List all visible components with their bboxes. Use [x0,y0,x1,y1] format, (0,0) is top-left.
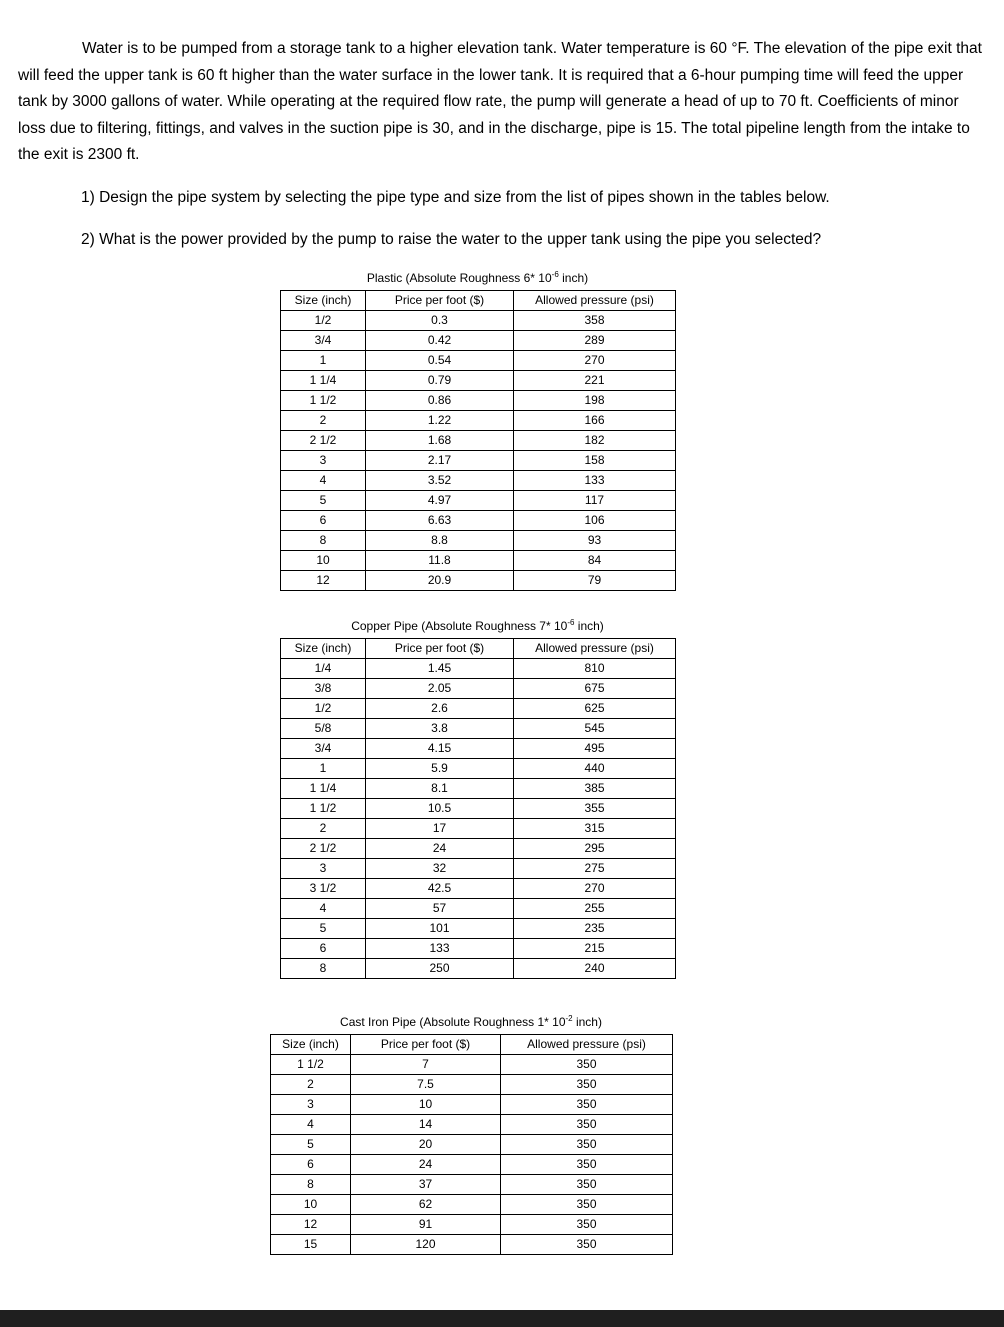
roughness-exponent: -2 [565,1013,573,1023]
table-cell: 158 [514,450,676,470]
table-row [271,1054,673,1074]
table-cell: 106 [514,510,676,530]
table-cell: 24 [351,1154,501,1174]
table-title-suffix: inch) [574,618,604,633]
table-row [281,798,676,818]
table-cell: 4 [281,898,366,918]
table-row [281,510,676,530]
column-header: Allowed pressure (psi) [514,290,676,310]
table-cell: 8.8 [366,530,514,550]
table-row [281,658,676,678]
table-cell: 12 [281,570,366,590]
table-cell: 2 [281,818,366,838]
table-cell: 24 [366,838,514,858]
table-cell: 8 [281,958,366,978]
table-cell: 0.42 [366,330,514,350]
table-cell: 4.15 [366,738,514,758]
table-row [281,330,676,350]
table-row [281,698,676,718]
table-cell: 2 [271,1074,351,1094]
table-cell: 545 [514,718,676,738]
taskbar-edge [0,1310,1004,1327]
column-header: Allowed pressure (psi) [501,1034,673,1054]
table-cell: 440 [514,758,676,778]
header-row [281,290,676,310]
table-cell: 4 [271,1114,351,1134]
table-cell: 1 [281,350,366,370]
table-row [271,1154,673,1174]
table-cell: 215 [514,938,676,958]
table-cell: 3.8 [366,718,514,738]
table-cell: 0.54 [366,350,514,370]
problem-statement: Water is to be pumped from a storage tank to a higher elevation tank. Water temperature is 60 °F. The elevation of the pipe exit that will feed the upper tank is 60 ft higher than the water surface in the lower tank. It is required that a 6-hour pumping time will feed the upper tank by 3000 gallons of water. While operating at the required flow rate, the pump will generate a head of up to 70 ft. Coefficients of minor loss due to filtering, fittings, and valves in the suction pipe is 30, and in the discharge, pipe is 15. The total pipeline length from the intake to the exit is 2300 ft. [18,40,982,163]
table-cell: 1 [281,758,366,778]
table-row [271,1174,673,1194]
table-row [281,898,676,918]
table-cell: 1 1/2 [271,1054,351,1074]
table-cell: 350 [501,1194,673,1214]
table-row [281,310,676,330]
table-cell: 2.6 [366,698,514,718]
table-cell: 235 [514,918,676,938]
table-cell: 7.5 [351,1074,501,1094]
table-cell: 3 [281,858,366,878]
table-row [281,678,676,698]
column-header: Size (inch) [281,290,366,310]
table-cell: 20 [351,1134,501,1154]
table-cell: 120 [351,1234,501,1254]
table-cell: 91 [351,1214,501,1234]
table-cell: 3.52 [366,470,514,490]
table-row [281,858,676,878]
table-cell: 37 [351,1174,501,1194]
table-cell: 350 [501,1174,673,1194]
header-row [271,1034,673,1054]
table-cell: 1.45 [366,658,514,678]
table-cell: 8 [271,1174,351,1194]
table-cell: 42.5 [366,878,514,898]
table-cell: 1/2 [281,310,366,330]
table-row [281,718,676,738]
table-cell: 3 [281,450,366,470]
table-cell: 5.9 [366,758,514,778]
table-cell: 255 [514,898,676,918]
table-row [281,370,676,390]
table-cell: 10 [271,1194,351,1214]
column-header: Price per foot ($) [366,638,514,658]
table-cell: 270 [514,350,676,370]
table-cell: 62 [351,1194,501,1214]
table-cell: 350 [501,1234,673,1254]
table-cell: 2 [281,410,366,430]
table-cell: 2.17 [366,450,514,470]
table-cell: 350 [501,1094,673,1114]
table-cell: 350 [501,1114,673,1134]
table-cell: 3/8 [281,678,366,698]
table-row [281,410,676,430]
table-cell: 0.79 [366,370,514,390]
question-1: 1) Design the pipe system by selecting the pipe type and size from the list of pipes shown in the tables below. [81,188,830,206]
table-cell: 79 [514,570,676,590]
table-cell: 93 [514,530,676,550]
table-cell: 495 [514,738,676,758]
table-row [281,938,676,958]
table-cell: 166 [514,410,676,430]
table-row [281,570,676,590]
table-title-text: Cast Iron Pipe (Absolute Roughness 1* 10 [340,1014,566,1029]
column-header: Allowed pressure (psi) [514,638,676,658]
table-cell: 15 [271,1234,351,1254]
table-cell: 133 [366,938,514,958]
table-cell: 358 [514,310,676,330]
table-cell: 2.05 [366,678,514,698]
table-row [281,778,676,798]
table-cell: 198 [514,390,676,410]
table-cell: 240 [514,958,676,978]
table-cell: 5 [281,918,366,938]
table-row [271,1234,673,1254]
table-cell: 350 [501,1054,673,1074]
table-cell: 117 [514,490,676,510]
table-cell: 5/8 [281,718,366,738]
table-row [271,1214,673,1234]
table-cell: 10 [351,1094,501,1114]
table-cell: 275 [514,858,676,878]
cast-iron-table-title [270,1015,672,1030]
table-row [281,430,676,450]
table-row [281,470,676,490]
table-cell: 350 [501,1154,673,1174]
table-cell: 0.86 [366,390,514,410]
plastic-pipe-section [280,271,675,591]
table-cell: 5 [281,490,366,510]
table-row [281,390,676,410]
table-title-suffix: inch) [558,270,589,285]
column-header: Size (inch) [281,638,366,658]
column-header: Price per foot ($) [351,1034,501,1054]
table-cell: 84 [514,550,676,570]
table-cell: 350 [501,1214,673,1234]
table-cell: 12 [271,1214,351,1234]
table-row [271,1094,673,1114]
table-cell: 3/4 [281,738,366,758]
table-cell: 675 [514,678,676,698]
roughness-exponent: -6 [551,269,559,279]
cast-iron-pipe-section [270,1015,672,1255]
table-cell: 133 [514,470,676,490]
table-row [281,450,676,470]
question-2: 2) What is the power provided by the pump to raise the water to the upper tank using the pipe you selected? [81,230,822,248]
table-row [281,818,676,838]
copper-pipe-table [280,638,676,979]
table-cell: 315 [514,818,676,838]
table-row [271,1134,673,1154]
table-cell: 2 1/2 [281,430,366,450]
table-cell: 6 [271,1154,351,1174]
table-cell: 1 1/2 [281,390,366,410]
table-row [281,838,676,858]
table-cell: 1/4 [281,658,366,678]
table-cell: 270 [514,878,676,898]
table-cell: 17 [366,818,514,838]
table-cell: 1 1/4 [281,370,366,390]
table-title-text: Plastic (Absolute Roughness 6* 10 [366,270,552,285]
table-cell: 4.97 [366,490,514,510]
table-row [271,1074,673,1094]
table-cell: 14 [351,1114,501,1134]
plastic-pipe-table [280,290,676,591]
table-cell: 32 [366,858,514,878]
table-cell: 8.1 [366,778,514,798]
table-row [281,530,676,550]
table-cell: 6 [281,938,366,958]
table-cell: 385 [514,778,676,798]
table-cell: 11.8 [366,550,514,570]
table-cell: 250 [366,958,514,978]
column-header: Price per foot ($) [366,290,514,310]
table-cell: 182 [514,430,676,450]
table-cell: 10 [281,550,366,570]
table-cell: 221 [514,370,676,390]
table-cell: 8 [281,530,366,550]
copper-pipe-section [280,619,675,979]
table-cell: 5 [271,1134,351,1154]
cast-iron-pipe-table [270,1034,673,1255]
table-title-suffix: inch) [572,1014,602,1029]
table-title-text: Copper Pipe (Absolute Roughness 7* 10 [351,618,568,633]
table-row [281,878,676,898]
column-header: Size (inch) [271,1034,351,1054]
table-cell: 10.5 [366,798,514,818]
table-cell: 101 [366,918,514,938]
table-cell: 0.3 [366,310,514,330]
table-cell: 355 [514,798,676,818]
table-row [281,738,676,758]
table-cell: 2 1/2 [281,838,366,858]
table-cell: 295 [514,838,676,858]
table-cell: 3/4 [281,330,366,350]
table-cell: 1.68 [366,430,514,450]
table-cell: 6 [281,510,366,530]
table-cell: 57 [366,898,514,918]
copper-table-title [280,619,675,634]
table-cell: 3 [271,1094,351,1114]
table-cell: 289 [514,330,676,350]
table-row [281,918,676,938]
table-cell: 810 [514,658,676,678]
table-cell: 1 1/2 [281,798,366,818]
table-cell: 1 1/4 [281,778,366,798]
table-cell: 350 [501,1134,673,1154]
table-cell: 3 1/2 [281,878,366,898]
table-cell: 1/2 [281,698,366,718]
table-row [281,350,676,370]
roughness-exponent: -6 [567,617,575,627]
plastic-table-title [280,271,675,286]
table-row [271,1194,673,1214]
table-row [281,958,676,978]
table-cell: 7 [351,1054,501,1074]
table-cell: 350 [501,1074,673,1094]
table-row [281,758,676,778]
header-row [281,638,676,658]
table-row [281,490,676,510]
table-row [281,550,676,570]
table-row [271,1114,673,1134]
table-cell: 1.22 [366,410,514,430]
table-cell: 625 [514,698,676,718]
table-cell: 20.9 [366,570,514,590]
table-cell: 6.63 [366,510,514,530]
table-cell: 4 [281,470,366,490]
